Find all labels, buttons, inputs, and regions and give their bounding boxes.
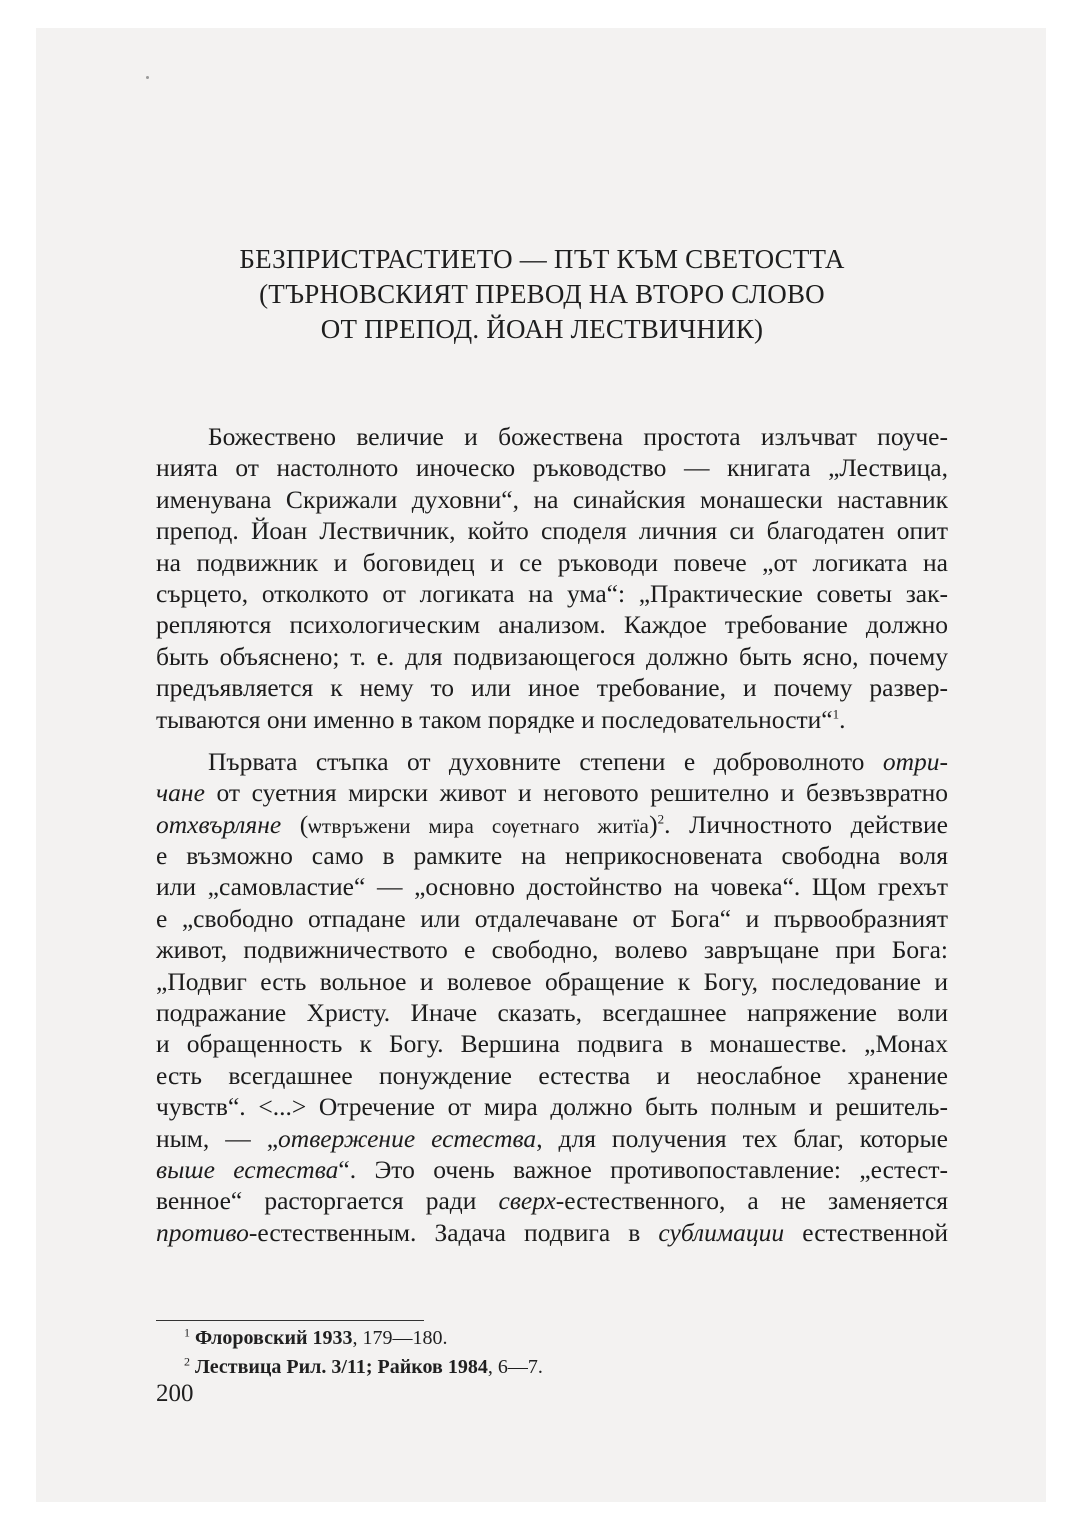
text-line: е „свободно отпадане или отдалечаване от Бога“ и първообразният — [156, 903, 948, 933]
title-line: БЕЗПРИСТРАСТИЕТО — ПЪТ КЪМ СВЕТОСТТА — [239, 244, 845, 274]
text-line: предъявляется к нему то или иное требование, и почему развер- — [156, 673, 948, 703]
text-line: Божествено величие и божествена простота излъчват поуче- — [208, 422, 948, 451]
text-segment: -естественного, а не заменяется — [555, 1186, 948, 1216]
italic-term: противо — [156, 1217, 249, 1247]
text-line: сърцето, отколкото от логиката на ума“: „Практические советы зак- — [156, 578, 948, 608]
italic-term: отвержение естества — [278, 1123, 537, 1153]
footnote-pages: , 6—7. — [487, 1356, 543, 1378]
footnote-2 — [184, 1353, 543, 1382]
footnote-pages: , 179—180. — [352, 1327, 448, 1349]
text-line: именувана Скрижали духовни“, на синайския монашески наставник — [156, 484, 948, 514]
title-line: ОТ ПРЕПОД. ЙОАН ЛЕСТВИЧНИК) — [320, 314, 764, 344]
footnote-number: 1 — [184, 1325, 190, 1340]
italic-term: выше естества — [156, 1154, 339, 1184]
footnote-1 — [184, 1324, 543, 1353]
text-line: живот, подвижничеството е свободно, волево завръщане при Бога: — [156, 935, 948, 965]
text-line — [156, 1154, 948, 1185]
title-line: (ТЪРНОВСКИЯТ ПРЕВОД НА ВТОРО СЛОВО — [259, 279, 825, 309]
text-segment: “. Это очень важное противопоставление: „естест- — [338, 1154, 948, 1184]
text-line: есть всегдашнее понуждение естества и неослабное хранение — [156, 1060, 948, 1090]
text-segment: , для получения тех благ, которые — [536, 1123, 948, 1153]
body-text — [156, 421, 948, 1259]
text-line: нията от настолното иноческо ръководство — книгата „Лествица, — [156, 453, 948, 483]
text-line — [156, 809, 948, 840]
text-line: и обращенность к Богу. Вершина подвига в монашестве. „Монах — [156, 1029, 948, 1059]
text-segment: -естественным. Задача подвига в — [248, 1217, 659, 1247]
footnote-ref-1[interactable]: 1 — [832, 706, 840, 722]
text-line: или „самовластие“ — „основно достойнство на човека“. Щом грехът — [156, 872, 948, 902]
footnote-source: Флоровский 1933 — [195, 1327, 353, 1349]
text-line — [156, 746, 948, 777]
text-segment: Първата стъпка от духовните степени е доброволното — [208, 746, 883, 776]
text-line: на подвижник и боговидец и се ръководи повече „от логиката на — [156, 547, 948, 577]
footnote-number: 2 — [184, 1354, 190, 1369]
text-segment: ( — [281, 809, 309, 839]
italic-term: сублимации — [658, 1217, 785, 1247]
page-number: 200 — [156, 1380, 194, 1407]
paragraph-1 — [156, 421, 948, 735]
text-line: подражание Христу. Иначе сказать, всегдашнее напряжение воли — [156, 998, 948, 1028]
italic-term: сверх — [498, 1186, 556, 1216]
italic-term: отри- — [882, 746, 948, 776]
text-line: чувств“. <...> Отречение от мира должно быть полным и решитель- — [156, 1092, 948, 1122]
paragraph-2 — [156, 746, 948, 1248]
footnote-ref-2[interactable]: 2 — [657, 811, 665, 827]
footnotes — [184, 1324, 543, 1382]
old-slavonic-quote: ѡтвръжени мира сѹетнаго житїа — [308, 813, 650, 838]
text-segment: ным, — „ — [156, 1123, 279, 1153]
italic-term: отхвърляне — [156, 809, 282, 839]
text-segment: . — [839, 704, 846, 734]
paper-speck — [146, 76, 149, 79]
text-line — [156, 1217, 948, 1248]
text-line — [156, 1123, 948, 1154]
text-line: е възможно само в рамките на неприкосновената свободна воля — [156, 841, 948, 871]
text-segment: от суетния мирски живот и неговото решително и безвъзвратно — [204, 778, 948, 808]
text-segment: тываются они именно в таком порядке и последовательности“ — [156, 704, 833, 734]
text-line — [156, 704, 948, 735]
text-segment: ) — [649, 809, 658, 839]
footnote-source: Лествица Рил. 3/11; Райков 1984 — [195, 1356, 488, 1378]
footnote-divider — [156, 1320, 424, 1321]
chapter-title — [156, 242, 928, 347]
text-line: быть объяснено; т. е. для подвизающегося должно быть ясно, почему — [156, 641, 948, 671]
text-line — [156, 1185, 948, 1216]
text-line: репляются психологическим анализом. Каждое требование должно — [156, 610, 948, 640]
italic-term: чане — [156, 778, 205, 808]
book-page — [36, 28, 1046, 1502]
text-segment: естественной — [784, 1217, 948, 1247]
text-line: „Подвиг есть вольное и волевое обращение к Богу, последование и — [156, 966, 948, 996]
text-line — [156, 777, 948, 808]
text-segment: венное“ расторгается ради — [156, 1186, 499, 1216]
text-line: препод. Йоан Лествичник, който споделя личния си благодатен опит — [156, 516, 948, 546]
text-segment: . Личностното действие — [664, 809, 948, 839]
